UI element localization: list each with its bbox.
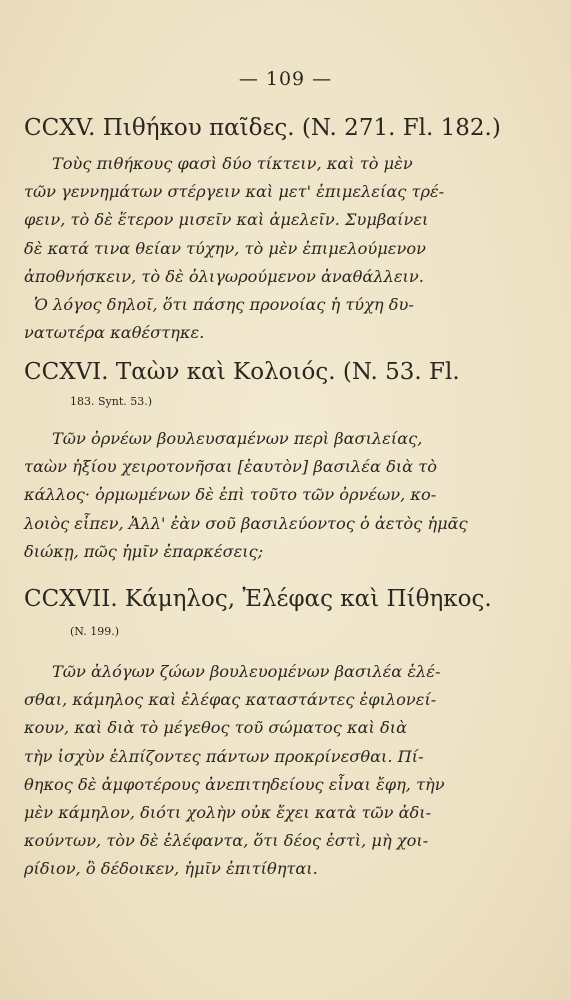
text-line: Τοὺς πιθήκους φασὶ δύο τίκτειν, καὶ τὸ μὲν bbox=[52, 154, 413, 173]
text-line: ταὼν ἠξίου χειροτονῆσαι [ἑαυτὸν] βασιλέα διὰ τὸ bbox=[24, 457, 437, 477]
fable-216-heading: CCXVI. Ταὼν καὶ Κολοιός. (N. 53. Fl. bbox=[24, 359, 460, 385]
text-line: τῶν γεννημάτων στέργειν καὶ μετ' ἐπιμελείας τρέ- bbox=[24, 182, 445, 202]
text-line: Τῶν ὀρνέων βουλευσαμένων περὶ βασιλείας, bbox=[52, 429, 423, 448]
text-line: Τῶν ἀλόγων ζώων βουλευομένων βασιλέα ἑλέ- bbox=[52, 662, 441, 681]
fable-216-text bbox=[24, 425, 554, 566]
text-line: ἀποθνήσκειν, τὸ δὲ ὀλιγωρούμενον ἀναθάλλειν. bbox=[24, 266, 424, 286]
text-line: νατωτέρα καθέστηκε. bbox=[24, 323, 205, 343]
text-line: λοιὸς εἶπεν, Ἀλλ' ἐὰν σοῦ βασιλεύοντος ὁ ἀετὸς ἡμᾶς bbox=[24, 513, 468, 533]
text-line: μὲν κάμηλον, διότι χολὴν οὐκ ἔχει κατὰ τῶν ἀδι- bbox=[24, 803, 432, 823]
text-line: τὴν ἰσχὺν ἐλπίζοντες πάντων προκρίνεσθαι. Πί- bbox=[24, 746, 424, 766]
text-line: σθαι, κάμηλος καὶ ἐλέφας καταστάντες ἐφιλονεί- bbox=[24, 690, 437, 710]
page-number: — 109 — bbox=[238, 68, 333, 90]
text-line: κούντων, τὸν δὲ ἐλέφαντα, ὅτι δέος ἐστὶ, μὴ χοι- bbox=[24, 831, 429, 851]
text-line: δὲ κατά τινα θείαν τύχην, τὸ μὲν ἐπιμελούμενον bbox=[24, 238, 426, 258]
fable-215-heading: CCXV. Πιθήκου παῖδες. (N. 271. Fl. 182.) bbox=[24, 115, 501, 141]
text-line: κουν, καὶ διὰ τὸ μέγεθος τοῦ σώματος καὶ διὰ bbox=[24, 718, 408, 738]
fable-217-heading-cont: (N. 199.) bbox=[70, 625, 119, 638]
text-line: ρίδιον, ὃ δέδοικεν, ἡμῖν ἐπιτίθηται. bbox=[24, 859, 318, 879]
text-line: θηκος δὲ ἀμφοτέρους ἀνεπιτηδείους εἶναι ἔφη, τὴν bbox=[24, 774, 445, 794]
fable-217-heading: CCXVII. Κάμηλος, Ἐλέφας καὶ Πίθηκος. bbox=[24, 586, 492, 612]
text-line: Ὁ λόγος δηλοῖ, ὅτι πάσης προνοίας ἡ τύχη δυ- bbox=[34, 295, 414, 315]
fable-217-text bbox=[24, 658, 554, 884]
text-line: φειν, τὸ δὲ ἕτερον μισεῖν καὶ ἀμελεῖν. Συμβαίνει bbox=[24, 210, 429, 230]
fable-215-text bbox=[24, 150, 554, 347]
text-line: διώκῃ, πῶς ἡμῖν ἐπαρκέσεις; bbox=[24, 541, 264, 561]
fable-216-heading-cont: 183. Synt. 53.) bbox=[70, 395, 153, 408]
text-line: κάλλος· ὁρμωμένων δὲ ἐπὶ τοῦτο τῶν ὀρνέων, κο- bbox=[24, 485, 437, 505]
